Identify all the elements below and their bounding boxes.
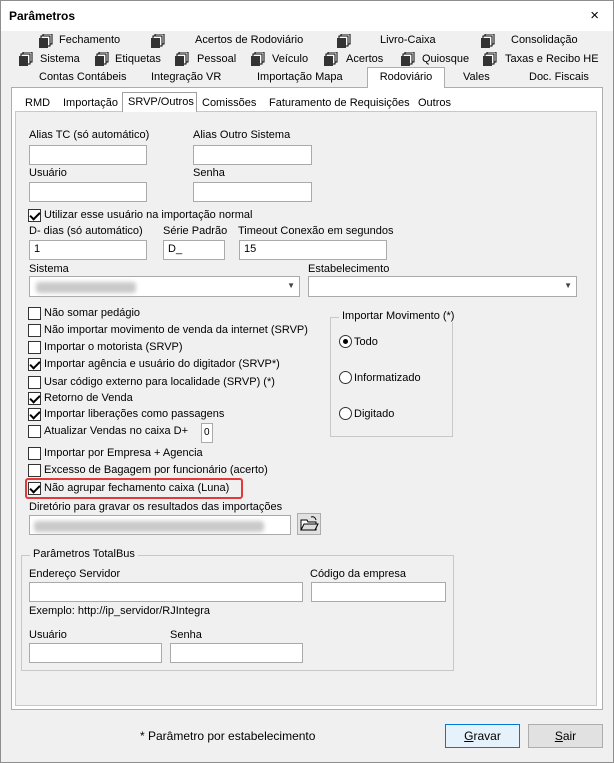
folder-open-icon <box>298 514 320 534</box>
alias-tc-label: Alias TC (só automático) <box>29 129 150 141</box>
estabelecimento-select[interactable] <box>308 276 577 297</box>
tab-vales[interactable]: Vales <box>463 71 490 83</box>
subtab-comissoes[interactable]: Comissões <box>202 97 257 109</box>
totalbus-title: Parâmetros TotalBus <box>30 548 138 560</box>
tab-etiquetas[interactable]: Etiquetas <box>115 53 161 65</box>
close-icon[interactable]: × <box>590 7 599 24</box>
importar-motorista-label: Importar o motorista (SRVP) <box>44 341 183 353</box>
tab-consolidacao[interactable]: Consolidação <box>511 34 578 46</box>
totalbus-usuario-input[interactable] <box>29 643 162 663</box>
nao-importar-internet-label: Não importar movimento de venda da internet (SRVP) <box>44 324 308 336</box>
radio-todo-label: Todo <box>354 336 378 348</box>
sistema-label: Sistema <box>29 263 69 275</box>
totalbus-senha-input[interactable] <box>170 643 303 663</box>
radio-digitado-label: Digitado <box>354 408 395 420</box>
totalbus-senha-label: Senha <box>170 629 202 641</box>
folder-open-button[interactable] <box>297 513 321 535</box>
tab-page-icon <box>95 52 109 66</box>
radio-informatizado-label: Informatizado <box>354 372 421 384</box>
usuario-label: Usuário <box>29 167 67 179</box>
footer-note: * Parâmetro por estabelecimento <box>140 729 316 743</box>
tab-sistema[interactable]: Sistema <box>40 53 80 65</box>
totalbus-usuario-label: Usuário <box>29 629 67 641</box>
sistema-select[interactable] <box>29 276 300 297</box>
diretorio-input[interactable] <box>29 515 291 535</box>
tab-page-icon <box>39 34 53 48</box>
tab-page-icon <box>19 52 33 66</box>
tab-acertos-rodoviario[interactable]: Acertos de Rodoviário <box>195 34 304 46</box>
subtab-faturamento-requisicoes[interactable]: Faturamento de Requisições <box>269 97 410 109</box>
timeout-label: Timeout Conexão em segundos <box>238 225 394 237</box>
importar-liberacoes-checkbox[interactable] <box>28 408 41 421</box>
gravar-button[interactable]: Gravar <box>445 724 520 748</box>
tab-quiosque[interactable]: Quiosque <box>422 53 470 65</box>
tab-acertos[interactable]: Acertos <box>346 53 384 65</box>
blurred-value <box>34 521 264 532</box>
blurred-value <box>36 282 136 293</box>
tab-contas-contabeis[interactable]: Contas Contábeis <box>39 71 127 83</box>
tab-fechamento[interactable]: Fechamento <box>59 34 121 46</box>
nao-importar-internet-checkbox[interactable] <box>28 324 41 337</box>
senha-label: Senha <box>193 167 225 179</box>
importar-empresa-agencia-label: Importar por Empresa + Agencia <box>44 447 203 459</box>
importar-agencia-checkbox[interactable] <box>28 358 41 371</box>
tab-doc-fiscais[interactable]: Doc. Fiscais <box>529 71 589 83</box>
importar-movimento-title: Importar Movimento (*) <box>339 310 457 322</box>
window-title: Parâmetros <box>9 9 76 23</box>
alias-outro-input[interactable] <box>193 145 312 165</box>
endereco-servidor-label: Endereço Servidor <box>29 568 121 580</box>
nao-agrupar-fechamento-label: Não agrupar fechamento caixa (Luna) <box>44 482 230 494</box>
senha-input[interactable] <box>193 182 312 202</box>
tab-rodoviario[interactable]: Rodoviário <box>367 67 445 89</box>
importar-motorista-checkbox[interactable] <box>28 341 41 354</box>
radio-informatizado[interactable] <box>339 371 352 384</box>
retorno-venda-label: Retorno de Venda <box>44 392 133 404</box>
tab-page-icon <box>401 52 415 66</box>
tab-livro-caixa[interactable]: Livro-Caixa <box>380 34 436 46</box>
usuario-input[interactable] <box>29 182 147 202</box>
tab-page-icon <box>175 52 189 66</box>
tab-page-icon <box>151 34 165 48</box>
tab-pessoal[interactable]: Pessoal <box>197 53 237 65</box>
tab-page-icon <box>337 34 351 48</box>
retorno-venda-checkbox[interactable] <box>28 392 41 405</box>
dropdown-arrow-icon: ▼ <box>287 281 295 290</box>
radio-todo[interactable] <box>339 335 352 348</box>
tab-integracao-vr[interactable]: Integração VR <box>151 71 222 83</box>
serie-input[interactable]: D_ <box>163 240 225 260</box>
d-dias-input[interactable]: 1 <box>29 240 147 260</box>
excesso-bagagem-checkbox[interactable] <box>28 464 41 477</box>
dropdown-arrow-icon: ▼ <box>564 281 572 290</box>
tab-page-icon <box>324 52 338 66</box>
utilizar-usuario-checkbox[interactable] <box>28 209 41 222</box>
estabelecimento-label: Estabelecimento <box>308 263 390 275</box>
codigo-empresa-input[interactable] <box>311 582 446 602</box>
tab-veiculo[interactable]: Veículo <box>272 53 309 65</box>
subtab-outros[interactable]: Outros <box>418 97 452 109</box>
subtab-rmd[interactable]: RMD <box>25 97 51 109</box>
endereco-servidor-input[interactable] <box>29 582 303 602</box>
tab-taxas-recibo-he[interactable]: Taxas e Recibo HE <box>505 53 599 65</box>
sair-button[interactable]: Sair <box>528 724 603 748</box>
alias-tc-input[interactable] <box>29 145 147 165</box>
tab-page-icon <box>483 52 497 66</box>
excesso-bagagem-label: Excesso de Bagagem por funcionário (acerto) <box>44 464 268 476</box>
nao-somar-pedagio-checkbox[interactable] <box>28 307 41 320</box>
alias-outro-label: Alias Outro Sistema <box>193 129 291 141</box>
importar-empresa-agencia-checkbox[interactable] <box>28 447 41 460</box>
nao-somar-pedagio-label: Não somar pedágio <box>44 307 141 319</box>
atualizar-vendas-label: Atualizar Vendas no caixa D+ <box>44 425 189 437</box>
tab-page-icon <box>481 34 495 48</box>
timeout-input[interactable]: 15 <box>239 240 387 260</box>
title-bar <box>1 1 613 31</box>
subtab-importacao[interactable]: Importação <box>63 97 119 109</box>
serie-label: Série Padrão <box>163 225 228 237</box>
importar-liberacoes-label: Importar liberações como passagens <box>44 408 225 420</box>
d-dias-label: D- dias (só automático) <box>29 225 143 237</box>
codigo-empresa-label: Código da empresa <box>310 568 407 580</box>
diretorio-label: Diretório para gravar os resultados das importações <box>29 501 283 513</box>
subtab-srvp-outros[interactable]: SRVP/Outros <box>128 96 194 108</box>
radio-digitado[interactable] <box>339 407 352 420</box>
d-plus-input[interactable]: 0 <box>201 423 213 443</box>
exemplo-text: Exemplo: http://ip_servidor/RJIntegra <box>29 605 210 617</box>
nao-agrupar-fechamento-checkbox[interactable] <box>28 482 41 495</box>
importar-agencia-label: Importar agência e usuário do digitador (SRVP*) <box>44 358 280 370</box>
codigo-externo-checkbox[interactable] <box>28 376 41 389</box>
tab-page-icon <box>251 52 265 66</box>
atualizar-vendas-checkbox[interactable] <box>28 425 41 438</box>
tab-importacao-mapa[interactable]: Importação Mapa <box>257 71 343 83</box>
utilizar-usuario-label: Utilizar esse usuário na importação normal <box>44 209 253 221</box>
codigo-externo-label: Usar código externo para localidade (SRVP) (*) <box>44 376 275 388</box>
